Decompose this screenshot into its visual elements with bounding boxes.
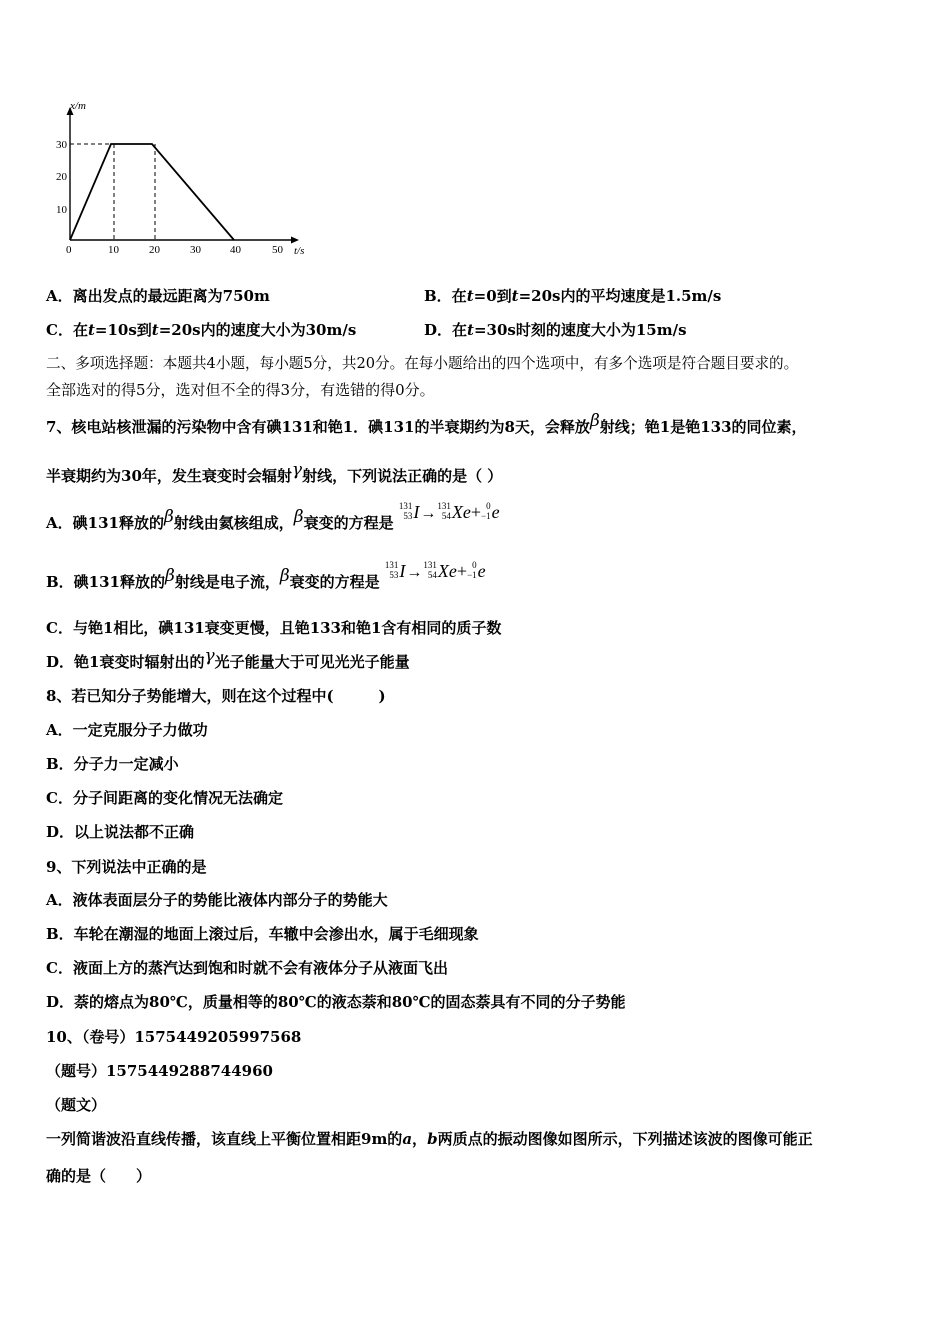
mass-number: 131	[384, 559, 399, 570]
q6-d-pre: D．在	[424, 321, 468, 339]
q7-stem-line1	[46, 411, 807, 437]
y-axis-label: x/m	[70, 100, 86, 112]
element-symbol: I	[399, 561, 406, 581]
x-tick-label: 0	[66, 244, 72, 256]
q7-option-c[interactable]: C．与铯1相比，碘131衰变更慢，且铯133和铯1含有相同的质子数	[46, 619, 502, 637]
x-t-graph	[50, 98, 320, 268]
x-axis-arrow-icon	[291, 237, 299, 244]
atomic-number: 53	[389, 569, 399, 580]
q7-a-post: 衰变的方程是	[303, 514, 394, 532]
q9-option-c[interactable]: C．液面上方的蒸汽达到饱和时就不会有液体分子从液面飞出	[46, 959, 448, 977]
q6-c-t2: t	[151, 321, 159, 339]
q6-d-t: t	[467, 321, 474, 339]
q6-b-t1: t	[466, 287, 474, 305]
q6-b-mid: =0到	[473, 287, 512, 305]
x-tick-label: 50	[272, 244, 283, 256]
q10-stem-line1	[46, 1129, 813, 1149]
x-axis-label: t/s	[294, 245, 305, 257]
atomic-number: −1	[467, 569, 477, 580]
mass-number: 0	[486, 500, 491, 511]
section2-heading-line2: 全部选对的得5分，选对但不全的得3分，有选错的得0分。	[46, 381, 435, 399]
q7-b-pre: B．碘131释放的	[46, 573, 165, 591]
q6-b-post: =20s内的平均速度是1.5m/s	[518, 287, 722, 305]
element-symbol: e	[491, 502, 500, 522]
x-tick-label: 10	[108, 244, 119, 256]
q6-d-post: =30s时刻的速度大小为15m/s	[473, 321, 687, 339]
q7-stem1-pre: 7、核电站核泄漏的污染物中含有碘131和铯1．碘131的半衰期约为8天，会释放	[46, 418, 590, 436]
q8-option-a[interactable]: A．一定克服分子力做功	[46, 721, 208, 739]
q7-option-a[interactable]	[46, 500, 500, 534]
q7-stem-line2	[46, 460, 503, 486]
y-tick-label: 20	[56, 171, 67, 183]
q7-a-mid: 射线由氦核组成，	[173, 514, 294, 532]
position-line	[70, 144, 234, 240]
atomic-number: 53	[403, 510, 413, 521]
decay-equation	[399, 502, 500, 522]
q7-stem1-post: 射线；铯1是铯133的同位素，	[599, 418, 807, 436]
q7-option-b[interactable]	[46, 559, 486, 593]
q10-stem1-pre: 一列简谐波沿直线传播，该直线上平衡位置相距9m的	[46, 1130, 403, 1148]
x-tick-label: 20	[149, 244, 160, 256]
q6-option-d[interactable]	[424, 320, 687, 340]
q6-c-pre: C．在	[46, 321, 88, 339]
point-a: a	[402, 1130, 413, 1148]
decay-equation	[385, 561, 486, 581]
q7-stem2-pre: 半衰期约为30年，发生衰变时会辐射	[46, 467, 292, 485]
q7-d-pre: D．铯1衰变时辐射出的	[46, 653, 205, 671]
mass-number: 131	[398, 500, 413, 511]
beta-symbol: β	[165, 566, 175, 586]
q8-option-d[interactable]: D．以上说法都不正确	[46, 823, 195, 841]
x-tick-label: 30	[190, 244, 201, 256]
element-symbol: I	[413, 502, 420, 522]
q6-b-t2: t	[511, 287, 519, 305]
q9-option-b[interactable]: B．车轮在潮湿的地面上滚过后，车辙中会渗出水，属于毛细现象	[46, 925, 479, 943]
q10-question-id: （题号）1575449288744960	[46, 1062, 273, 1080]
element-symbol: Xe	[437, 561, 457, 581]
q6-b-pre: B．在	[424, 287, 467, 305]
gamma-symbol: γ	[291, 460, 303, 480]
q6-c-t1: t	[87, 321, 95, 339]
plus-sign: +	[470, 502, 482, 522]
q8-stem: 8、若已知分子势能增大，则在这个过程中( )	[46, 687, 386, 705]
mass-number: 0	[472, 559, 477, 570]
mass-number: 131	[437, 500, 451, 511]
arrow-icon: →	[406, 564, 423, 581]
isotope-numbers	[385, 560, 399, 580]
isotope-numbers	[423, 560, 437, 580]
mass-number: 131	[423, 559, 437, 570]
q10-volume-id: 10、（卷号）1575449205997568	[46, 1028, 302, 1046]
q7-a-pre: A．碘131释放的	[46, 514, 164, 532]
x-tick-label: 40	[230, 244, 241, 256]
isotope-numbers	[399, 501, 413, 521]
atomic-number: 54	[441, 510, 451, 521]
q7-option-d[interactable]	[46, 646, 410, 672]
q9-stem: 9、下列说法中正确的是	[46, 858, 207, 876]
q7-d-post: 光子能量大于可见光光子能量	[214, 653, 410, 671]
atomic-number: 54	[427, 569, 437, 580]
q9-option-a[interactable]: A．液体表面层分子的势能比液体内部分子的势能大	[46, 891, 388, 909]
q6-options-cd	[46, 320, 687, 340]
q10-question-text-label: （题文）	[46, 1096, 107, 1114]
y-tick-label: 10	[56, 204, 67, 216]
plus-sign: +	[456, 561, 468, 581]
beta-symbol: β	[589, 411, 600, 431]
atomic-number: −1	[481, 510, 491, 521]
isotope-numbers	[437, 501, 451, 521]
q6-option-a[interactable]: A．离出发点的最远距离为750m	[46, 287, 270, 305]
y-tick-label: 30	[56, 139, 67, 151]
beta-symbol: β	[293, 507, 304, 527]
q10-comma: ，	[412, 1130, 428, 1148]
element-symbol: Xe	[451, 502, 471, 522]
q10-stem-line2: 确的是（ ）	[46, 1167, 152, 1185]
q9-option-d[interactable]: D．萘的熔点为80℃，质量相等的80℃的液态萘和80℃的固态萘具有不同的分子势能	[46, 993, 626, 1011]
q6-options-ab	[46, 286, 722, 306]
q8-option-c[interactable]: C．分子间距离的变化情况无法确定	[46, 789, 283, 807]
gamma-symbol: γ	[204, 646, 215, 666]
q6-option-b[interactable]	[424, 286, 721, 306]
q7-b-post: 衰变的方程是	[289, 573, 380, 591]
beta-symbol: β	[279, 566, 290, 586]
point-b: b	[427, 1130, 438, 1148]
q6-c-mid: =10s到	[94, 321, 152, 339]
q7-b-mid: 射线是电子流，	[174, 573, 280, 591]
isotope-numbers	[467, 560, 477, 580]
isotope-numbers	[481, 501, 491, 521]
q8-option-b[interactable]: B．分子力一定减小	[46, 755, 179, 773]
q6-c-post: =20s内的速度大小为30m/s	[158, 321, 357, 339]
element-symbol: e	[477, 561, 486, 581]
beta-symbol: β	[163, 507, 174, 527]
section2-heading-line1: 二、多项选择题：本题共4小题，每小题5分，共20分。在每小题给出的四个选项中，有多个选项是符合题目要求的。	[46, 355, 799, 372]
q6-option-c[interactable]	[46, 321, 356, 339]
arrow-icon: →	[420, 505, 437, 522]
q7-stem2-post: 射线，下列说法正确的是（ ）	[302, 467, 503, 485]
q10-stem1-post: 两质点的振动图像如图所示，下列描述该波的图像可能正	[437, 1130, 813, 1148]
